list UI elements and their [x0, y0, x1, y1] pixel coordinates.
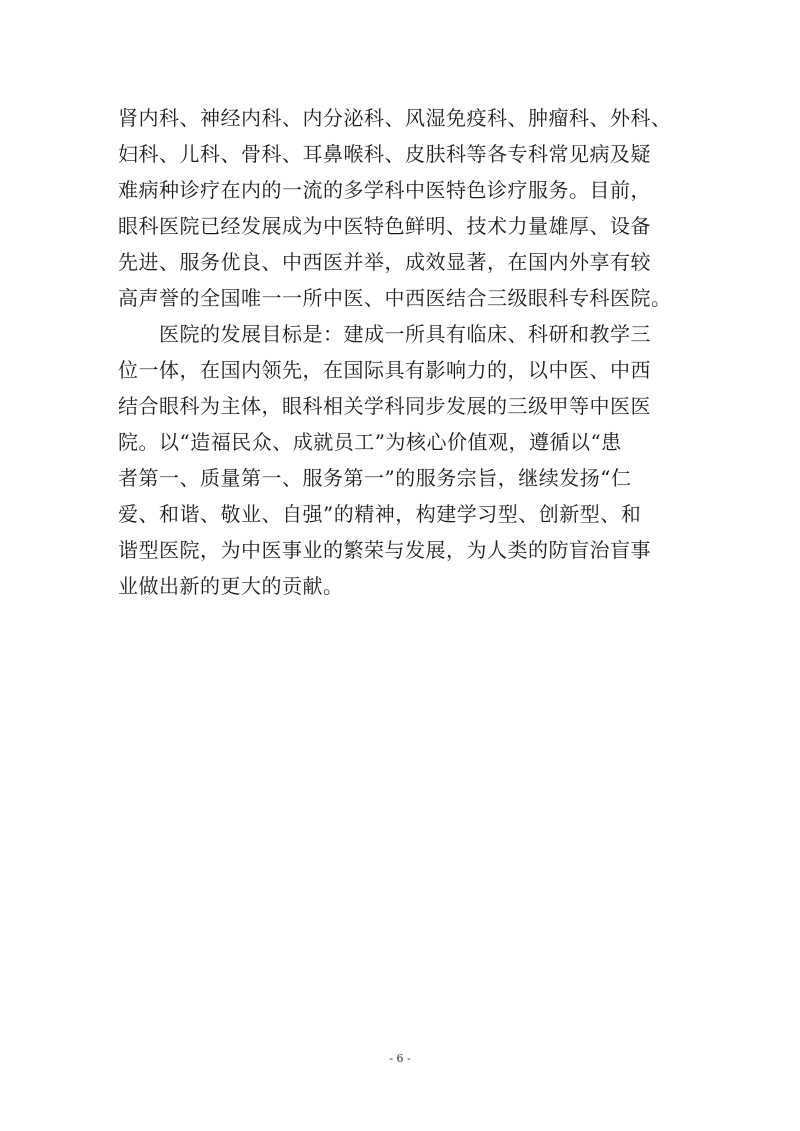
- text-line-6: 高声誉的全国唯一一所中医、中西医结合三级眼科专科医院。: [118, 286, 672, 310]
- text-line-8: 位一体，在国内领先，在国际具有影响力的，以中医、中西: [118, 358, 651, 382]
- text-line-14: 业做出新的更大的贡献。: [118, 574, 344, 598]
- text-line-12: 爱、和谐、敬业、自强”的精神，构建学习型、创新型、和: [118, 502, 642, 526]
- page-number: - 6 -: [389, 1052, 411, 1065]
- text-line-13: 谐型医院，为中医事业的繁荣与发展，为人类的防盲治盲事: [118, 538, 651, 562]
- text-line-1: 肾内科、神经内科、内分泌科、风湿免疫科、肿瘤科、外科、: [118, 106, 672, 130]
- text-line-4: 眼科医院已经发展成为中医特色鲜明、技术力量雄厚、设备: [118, 214, 651, 238]
- text-line-7: 医院的发展目标是：建成一所具有临床、科研和教学三: [118, 322, 651, 346]
- text-line-5: 先进、服务优良、中西医并举，成效显著，在国内外享有较: [118, 250, 651, 274]
- body-text: [118, 100, 688, 604]
- text-line-11: 者第一、质量第一、服务第一”的服务宗旨，继续发扬“仁: [118, 466, 632, 490]
- text-line-3: 难病种诊疗在内的一流的多学科中医特色诊疗服务。目前，: [118, 178, 651, 202]
- text-line-2: 妇科、儿科、骨科、耳鼻喉科、皮肤科等各专科常见病及疑: [118, 142, 651, 166]
- text-line-9: 结合眼科为主体，眼科相关学科同步发展的三级甲等中医医: [118, 394, 651, 418]
- text-line-10: 院。以“造福民众、成就员工”为核心价值观，遵循以“患: [118, 430, 622, 454]
